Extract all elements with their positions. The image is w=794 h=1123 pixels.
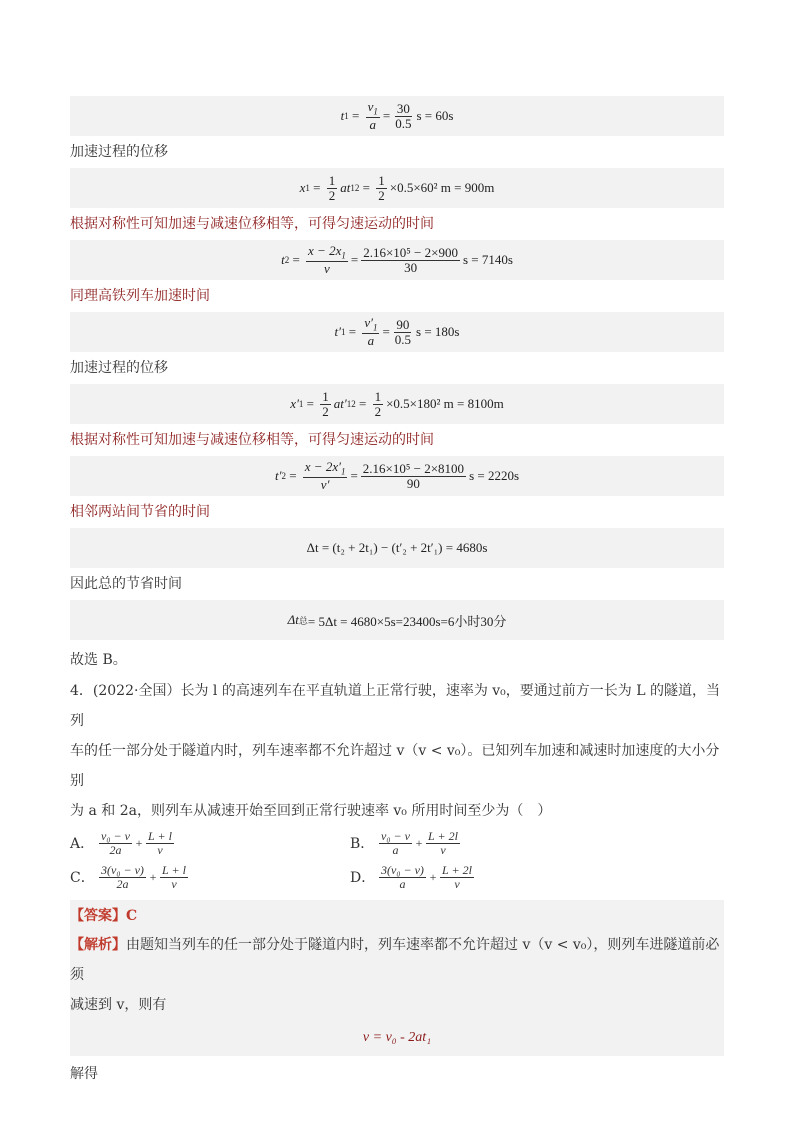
fraction: $\frac{v'_1}{a}$ bbox=[364, 315, 378, 349]
options-grid bbox=[70, 826, 724, 894]
fraction: $\frac{v_1}{a}$ bbox=[367, 99, 378, 133]
fraction: $\frac{1}{2}$ bbox=[378, 172, 385, 203]
answer-tag: 【答案】 bbox=[70, 908, 126, 924]
label-same-accel-time: 同理高铁列车加速时间 bbox=[70, 288, 210, 304]
fraction: $\frac{1}{2}$ bbox=[374, 388, 382, 419]
equation-t1-prime: t′ 1 = $\frac{v'_1}{a}$ = $\frac{90}{0.5}$ s = 180s bbox=[70, 312, 724, 352]
equation-t2: t 2 = $\frac{x - 2x_1}{v}$ = $\frac{\text{2.16×10⁵ − 2×900}}{30}$ s = 7140s bbox=[70, 240, 724, 280]
option-a[interactable]: A． $\frac{\text{v₀ − v}}{2a}$ + $\frac{L + l}{v}$ bbox=[70, 828, 172, 857]
label-total-saved: 因此总的节省时间 bbox=[70, 576, 182, 592]
option-c[interactable]: C． $\frac{\text{3(v₀ − v)}}{2a}$ + $\frac{L + l}{v}$ bbox=[70, 862, 186, 891]
fraction: $\frac{90}{0.5}$ bbox=[394, 316, 412, 347]
solution-page bbox=[70, 96, 724, 1090]
label-accel-displacement: 加速过程的位移 bbox=[70, 144, 168, 160]
equation-x1: x 1 = $\frac{1}{2}$ at 1 2 = $\frac{1}{2}$ ×0.5×60² m = 900m bbox=[70, 168, 724, 208]
equation-delta-t-total: Δt 总 = 5Δt = 4680×5s=23400s=6小时30分 bbox=[70, 600, 724, 640]
formula-v: v = v₀ - 2at₁ bbox=[362, 1030, 432, 1045]
equation-t2-prime: t′ 2 = $\frac{x - 2x'_1}{v'}$ = $\frac{\text{2.16×10⁵ − 2×8100}}{90}$ s = 2220s bbox=[70, 456, 724, 496]
fraction: $\frac{1}{2}$ bbox=[328, 172, 336, 203]
fraction: $\frac{x - 2x'_1}{v'}$ bbox=[304, 459, 346, 493]
conclusion: 故选 B。 bbox=[70, 652, 127, 668]
equation-delta-t: Δt = (t₂ + 2t₁) − (t′₂ + 2t′₁) = 4680s bbox=[70, 528, 724, 568]
solve-label: 解得 bbox=[70, 1066, 98, 1082]
option-d[interactable]: D． $\frac{\text{3(v₀ − v)}}{a}$ + $\frac{L + 2l}{v}$ bbox=[350, 862, 472, 891]
label-adjacent-saved: 相邻两站间节省的时间 bbox=[70, 504, 210, 520]
fraction: $\frac{\text{2.16×10⁵ − 2×900}}{30}$ bbox=[363, 244, 458, 275]
label-symmetry-2: 根据对称性可知加速与减速位移相等，可得匀速运动的时间 bbox=[70, 432, 434, 448]
fraction: $\frac{x - 2x_1}{v}$ bbox=[308, 243, 346, 277]
fraction: $\frac{\text{2.16×10⁵ − 2×8100}}{90}$ bbox=[362, 460, 465, 491]
label-accel-displacement-2: 加速过程的位移 bbox=[70, 360, 168, 376]
answer-block: 【答案】C 【解析】由题知当列车的任一部分处于隧道内时，列车速率都不允许超过 v（v < v₀），则列车进隧道前必须 减速到 v，则有 v = v₀ - 2at₁ bbox=[70, 900, 724, 1056]
answer-value: C bbox=[126, 908, 138, 924]
equation-t1: t 1 = $\frac{v_1}{a}$ = $\frac{30}{0.5}$ s = 60s bbox=[70, 96, 724, 136]
fraction: $\frac{30}{0.5}$ bbox=[395, 100, 412, 131]
fraction: $\frac{1}{2}$ bbox=[322, 388, 329, 419]
equation-x1-prime: x′ 1 = $\frac{1}{2}$ at′ 1 2 = $\frac{1}{2}$ ×0.5×180² m = 8100m bbox=[70, 384, 724, 424]
label-symmetry: 根据对称性可知加速与减速位移相等，可得匀速运动的时间 bbox=[70, 216, 434, 232]
analysis-tag: 【解析】 bbox=[70, 937, 126, 953]
option-b[interactable]: B． $\frac{\text{v₀ − v}}{a}$ + $\frac{L + 2l}{v}$ bbox=[350, 828, 458, 857]
question-4: 4．(2022·全国）长为 l 的高速列车在平直轨道上正常行驶，速率为 v₀，要通过前方一长为 L 的隧道，当列 车的任一部分处于隧道内时，列车速率都不允许超过 v（v < v₀）。已知列车加速和减速时加速度的大小分别 为 a 和 2a，则列车从减速开始至回到正常行驶速率 v₀ 所用时间至少为（ ） bbox=[70, 683, 720, 819]
